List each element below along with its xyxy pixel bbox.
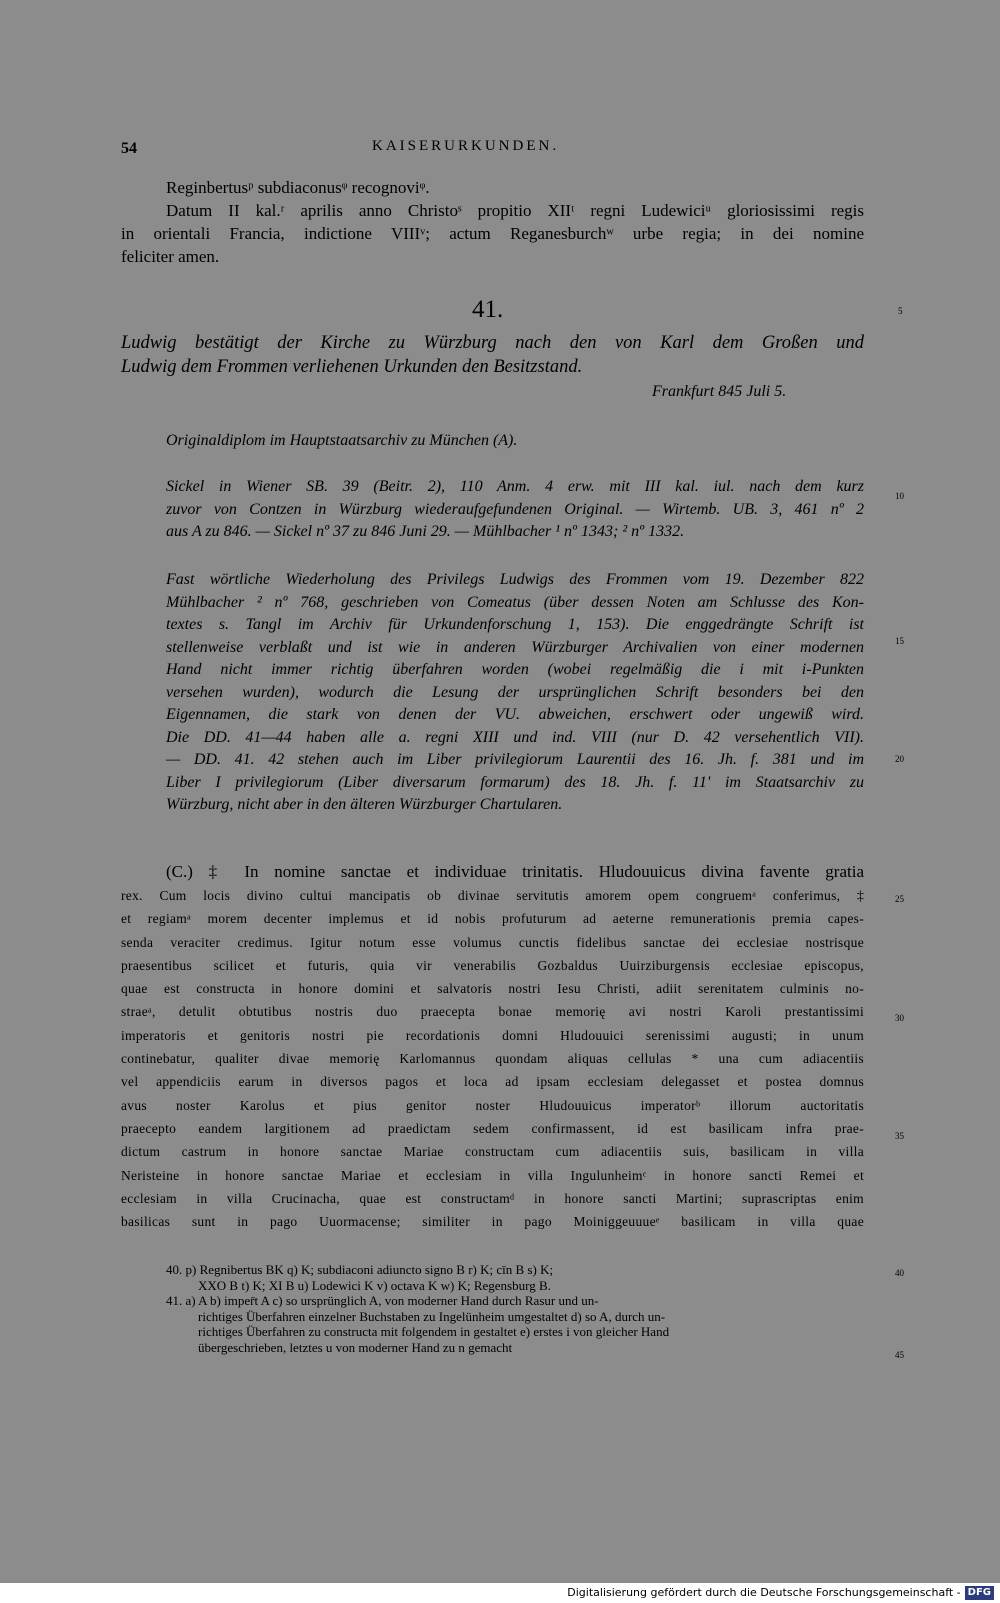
text-line: avus noster Karolus et pius genitor noster Hludouuicus imperatorᵇ illorum auctoritatis [121,1097,864,1113]
text-line: in orientali Francia, indictione VIIIᵛ; actum Reganesburchʷ urbe regia; in dei nomine [121,224,864,243]
line-number: 45 [895,1350,904,1360]
charter-text [121,884,864,1233]
line-number: 20 [895,754,904,764]
commentary [166,569,864,817]
text-line: imperatoris et genitoris nostri pie recordationis domni Hludouuici serenissimi augusti; in unum [121,1027,864,1043]
apparatus-notes [166,1262,864,1355]
text-line: praecepto eandem largitionem ad praedictam sedem confirmassent, id est basilicam infra prae- [121,1120,864,1136]
place-date: Frankfurt 845 Juli 5. [652,383,787,400]
text-line: rex. Cum locis divino cultui mancipatis ob divinae servitutis amorem opem congruemᵃ conferimus, ‡ [121,888,864,903]
line-number: 30 [895,1013,904,1023]
text-line: Fast wörtliche Wiederholung des Privilegs Ludwigs des Frommen vom 19. Dezember 822 [166,571,864,588]
regest-title [121,331,864,379]
original-note: Originaldiplom im Hauptstaatsarchiv zu München (A). [166,432,518,449]
editions [166,476,864,544]
text-line: vel appendiciis earum in diversos pagos et loca ad ipsam ecclesiam delegasset et postea domnus [121,1074,864,1090]
line-number: 10 [895,491,904,501]
text-line: continebatur, qualiter divae memorię Karlomannus quondam aliquas cellulas * una cum adiacentiis [121,1051,864,1067]
text-line: zuvor von Contzen in Würzburg wiederaufgefundenen Original. — Wirtemb. UB. 3, 461 nº 2 [166,500,864,518]
note-line: 40. p) Regnibertus BK q) K; subdiaconi adiuncto signo B r) K; cīn B s) K; [166,1262,554,1277]
text-line: Hand nicht immer richtig überfahren worden (wobei regelmäßig die i mit i-Punkten [166,661,864,678]
note-line: XXO B t) K; XI B u) Lodewici K v) octava K w) K; Regensburg B. [198,1277,551,1293]
text-line: Die DD. 41—44 haben alle a. regni XIII und ind. VIII (nur D. 42 versehentlich VII). [166,728,864,746]
document-number: 41. [472,296,504,323]
line-number: 40 [895,1268,904,1278]
note-line: übergeschrieben, letztes u von moderner Hand zu n gemacht [198,1339,513,1355]
text-line: Ludwig dem Frommen verliehenen Urkunden den Besitzstand. [121,357,583,377]
text-line: Würzburg, nicht aber in den älteren Würzburger Chartularen. [166,796,563,813]
line-number: 35 [895,1131,904,1141]
line-number: 5 [898,306,903,316]
text-line: et regiamᵃ morem decenter implemus et id nobis profuturum ad aeterne remunerationis premia capes- [121,911,864,927]
text-line: textes s. Tangl im Archiv für Urkundenforschung 1, 153). Die enggedrängte Schrift ist [166,616,864,633]
note-line: richtiges Überfahren zu constructa mit folgendem in gestaltet e) erstes i von gleicher Hand [198,1324,670,1339]
text-line: Reginbertusᵖ subdiaconusᵠ recognoviᵠ. [166,178,430,197]
text-line: Neristeine in honore sanctae Mariae et ecclesiam in villa Ingulunheimᶜ in honore sancti Remei et [121,1167,864,1183]
text-line: (C.) ‡ In nomine sanctae et individuae trinitatis. Hludouuicus divina favente gratia [166,862,864,881]
text-line: versehen wurden), wodurch die Lesung der ursprünglichen Schrift besonders bei den [166,683,864,701]
text-line: Ludwig bestätigt der Kirche zu Würzburg nach den von Karl dem Großen und [121,333,864,353]
note-line: richtiges Überfahren einzelner Buchstaben zu Ingelünheim umgestaltet d) so A, durch un- [198,1308,666,1324]
line-number: 15 [895,636,904,646]
dfg-logo: DFG [965,1586,994,1600]
text-line: — DD. 41. 42 stehen auch im Liber privilegiorum Laurentii des 16. Jh. f. 381 und im [166,751,864,768]
previous-charter-end [166,176,864,199]
text-line: aus A zu 846. — Sickel nº 37 zu 846 Juni 29. — Mühlbacher ¹ nº 1343; ² nº 1332. [166,523,685,540]
note-line: 41. a) A b) imper̄t A c) so ursprünglich A, von moderner Hand durch Rasur und un- [166,1293,599,1308]
text-line: praesentibus scilicet et futuris, quia vir venerabilis Gozbaldus Uuirziburgensis ecclesiae episcopus, [121,957,864,973]
footer-text: Digitalisierung gefördert durch die Deutsche Forschungsgemeinschaft - [567,1586,961,1599]
text-line: Mühlbacher ² nº 768, geschrieben von Comeatus (über dessen Noten am Schlusse des Kon- [166,593,864,611]
text-line: feliciter amen. [121,247,220,266]
text-line: Eigennamen, die stark von denen der VU. abweichen, erschwert oder ungewiß wird. [166,706,864,723]
line-number: 25 [895,894,904,904]
text-line: Sickel in Wiener SB. 39 (Beitr. 2), 110 Anm. 4 erw. mit III kal. iul. nach dem kurz [166,478,864,495]
text-line: straeᵃ, detulit obtutibus nostris duo praecepta bonae memorię avi nostri Karoli prestantissimi [121,1004,864,1020]
charter-invocation [166,862,864,882]
text-line: stellenweise verblaßt und ist wie in anderen Würzburger Archivalien von einer modernen [166,638,864,656]
page-number: 54 [121,140,137,157]
digitization-footer [0,1583,1000,1603]
text-line: quae est constructa in honore domini et salvatoris nostri Iesu Christi, adiit serenitatem culminis no- [121,981,864,997]
text-line: senda veraciter credimus. Igitur notum esse volumus cunctis fidelibus sanctae dei ecclesiae nostrisque [121,934,864,950]
text-line: dictum castrum in honore sanctae Mariae constructam cum adiacentiis suis, basilicam in villa [121,1144,864,1160]
previous-charter-datum [121,199,864,268]
text-line: Datum II kal.ʳ aprilis anno Christoˢ propitio XIIᵗ regni Ludewiciᵘ gloriosissimi regis [166,201,864,220]
running-title: KAISERURKUNDEN. [372,138,560,154]
text-line: Liber I privilegiorum (Liber diversarum formarum) des 18. Jh. f. 11' im Staatsarchiv zu [166,773,864,791]
text-line: ecclesiam in villa Crucinacha, quae est constructamᵈ in honore sancti Martini; suprascriptas enim [121,1190,864,1206]
text-line: basilicas sunt in pago Uuormacense; similiter in pago Moiniggeuuueᵉ basilicam in villa quae [121,1214,864,1230]
